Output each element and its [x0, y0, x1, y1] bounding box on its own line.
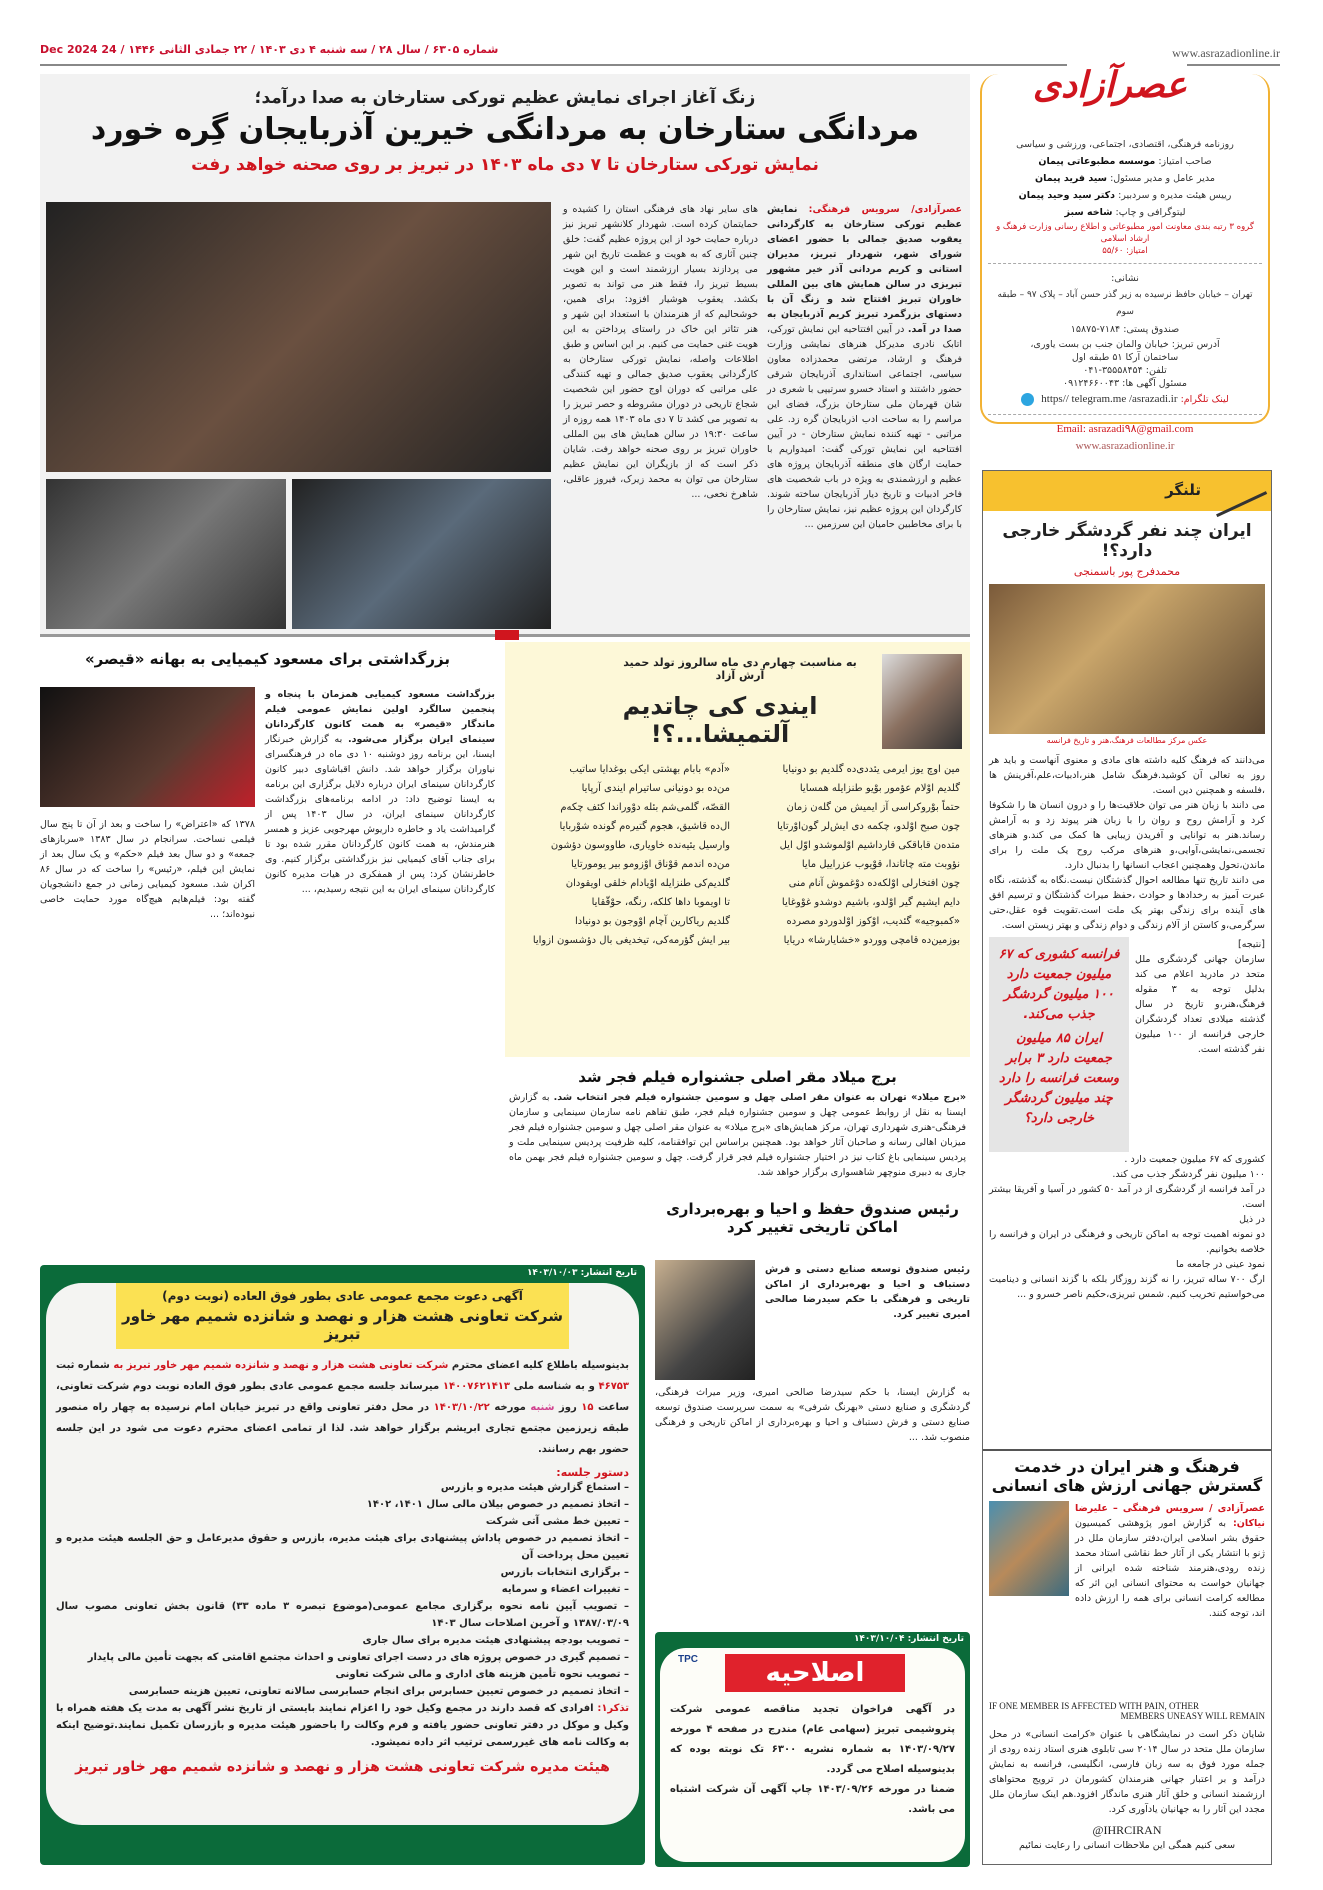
- kimiai-title: بزرگداشتی برای مسعود کیمیایی به بهانه «قیصر»: [84, 650, 450, 668]
- divider: [988, 263, 1262, 264]
- lead-subhead: نمایش تورکی ستارخان تا ۷ دی ماه ۱۴۰۳ در تبریز بر روی صحنه خواهد رفت: [191, 155, 819, 175]
- agenda-item: – استماع گزارش هیئت مدیره و بازرس: [440, 1482, 629, 1493]
- opinion-column: تلنگر ایران چند نفر گردشگر خارجی دارد؟! محمدفرج پور باسمنجی عکس مرکز مطالعات فرهنگ،هنر و تاریخ فرانسه می‌دانند که فرهنگ کلیه داشته های مادی و معنوی آنهاست و باید هر روز به تعالی آن کوشید.فرهنگ شامل هنر،ادبیات،علم،آفرینش ها ،فلسفه و همچنین دین است. می دانند با زبان هنر می توان خلاقیت‌ها را و درون انسان ها را شکوفا کرد و آرامش روح و روان را با زبان هنر پیوند زد و به آرامش رساند.هنر به توانایی و آفریدن زیبایی ها کمک می کند.و هنرهای تجسمی،نمایشی،آوایی،و هنرهای مرکب روح یک ملت را برای ماندن،تحول وهمچنین اعجاب انسانها را بدنبال دارد. می دانند تاریخ تنها مطالعه احوال گذشتگان نیست.نگاه به گذشته، نگاه عبرت آمیز به رخدادها و حوادث ،حفظ میراث گذشتگان و ترسیم افق های آینده برای زندگی بهتر یک ملت است.تقویت قوه عقل،حتی سرگرمی،و کاستن از آلام زندگی و دوام زندگی و بهتر زیستن است. [نتیجه] سازمان جهانی گردشگری ملل متحد در مادرید اعلام می کند بدلیل توجه به ۳ مقوله فرهنگ،هنر،و تاریخ در سال گذشته میلادی تعداد گردشگران خارجی فرانسه از ۱۰۰ میلیون نفر گذشته است. فرانسه کشوری که ۶۷ میلیون جمعیت دارد ۱۰۰ میلیون گردشگر جذب می‌کند. ایران ۸۵ میلیون جمعیت دارد ۳ برابر وسعت فرانسه را دارد چند میلیون گردشگر خارجی دارد؟ کشوری که ۶۷ میلیون جمعیت دارد . ۱۰۰ میلیون نفر گردشگر جذب می کند. در آمد فرانسه از گردشگری از در آمد ۵۰ کشور در آسیا و آفریقا بیشتر است. در ذیل دو نمونه اهمیت توجه به اماکن تاریخی و فرهنگی در ایران و فرانسه را خلاصه بخوانیم. نمود عینی در جامعه ما ارگ ۷۰۰ ساله تبریز، را نه گزند روزگار بلکه با گزند انسانی و دینامیت می‌خواستیم تخریب کنیم. شمس تبریزی،حکیم ناصر خسرو و ... فرهنگ و هنر ایران در خدمت گسترش جهانی ارزش های انسانی عصرآزادی / سرویس فرهنگی – علیرضا نیاکان: به گزارش امور پژوهشی کمیسیون حقوق بشر اسلامی ایران،دفتر سازمان ملل در ژنو با انتشار یکی از آثار خط نقاشی استاد محمد زنده رودی،هنرمند شناخته شده ایرانی از جهانیان خواست به محتوای انسانی این اثر که مطالعه کرامت انسانی برای همه را ارزش داده اند، توجه کنند. IF ONE MEMBER IS AFFECTED WITH PAIN, OTHER MEMBERS UNEASY WILL REMAIN شایان ذکر است در نمایشگاهی با عنوان «کرامت انسانی» در محل سازمان ملل متحد در سال ۲۰۱۴ سی تابلوی هنری استاد زنده رودی از جمله مورد فوق به سه زبان فارسی، انگلیسی، فرانسه به نمایش درآمد و بر اعتبار جهانی هنرمندان کشورمان در ترویج محتواهای ارزشمند انسانی و خلق آثار هنری ماندگار افزود.هم اینک سازمان ملل مجدد این آثار را به جهانیان یادآوری کرد. IHRCIRAN@ سعی کنیم همگی این ملاحظات انسانی را رعایت نمائیم: [982, 470, 1272, 1865]
- poem-line: گلدیم اوْلام عؤمور بوْیو طنزایله همسایا: [799, 783, 960, 794]
- site-url[interactable]: www.asrazadionline.ir: [1172, 46, 1280, 60]
- poem-line: القصّه، گلمی‌شم بئله دوْوراندا کئف چکه‌م: [560, 802, 730, 813]
- address-tabriz-2: ساختمان آرکا ۵۱ طبقه اول: [1071, 352, 1179, 363]
- agenda-item: – تغییرات اعضاء و سرمایه: [501, 1584, 629, 1595]
- column-section-header: تلنگر: [983, 471, 1271, 511]
- agenda-item: – تصمیم گیری در خصوص پروژه های در دست اجرای تعاونی و احداث مجتمع اقامتی که بجهت تأمین مالی پایدار: [87, 1652, 629, 1663]
- tpc-logo: TPC: [678, 1654, 698, 1665]
- manager-line: مدیر عامل و مدیر مسئول: سید فرید پیمان: [1035, 173, 1215, 184]
- license-line: صاحب امتیاز: موسسه مطبوعاتی پیمان: [1038, 156, 1212, 167]
- poem-line: متده‌ن قاباقکی قارداشیم اوْلموشدو اوّل ایل: [779, 840, 960, 851]
- address-label: نشانی:: [1111, 273, 1139, 284]
- email-row: Email: asrazadi۹۸@gmail.com: [1056, 423, 1194, 435]
- divider: [988, 414, 1262, 415]
- lead-kicker: زنگ آغاز اجرای نمایش عظیم تورکی ستارخان به صدا درآمد؛: [254, 88, 756, 108]
- agenda-item: – تصویب بودجه پیشنهادی هیئت مدیره برای سال جاری: [362, 1635, 629, 1646]
- ad-signature: هیئت مدیره شرکت تعاونی هشت هزار و نهصد و شانزده شمیم مهر خاور تبریز: [75, 1759, 610, 1775]
- agenda-title: دستور جلسه:: [556, 1466, 629, 1479]
- agenda-list: [46, 1479, 639, 1700]
- column-title: ایران چند نفر گردشگر خارجی دارد؟!: [1002, 521, 1252, 561]
- page-header: [40, 40, 1280, 66]
- print-line: لیتوگرافی و چاپ: شاخه سبز: [1064, 207, 1186, 218]
- agenda-item: – تعیین خط مشی آتی شرکت: [485, 1516, 629, 1527]
- english-quote: IF ONE MEMBER IS AFFECTED WITH PAIN, OTHER MEMBERS UNEASY WILL REMAIN: [989, 1701, 1265, 1721]
- poem-line: گلدیم ریاکارین آچام اوْوجون بو دونیادا: [575, 916, 730, 927]
- poem-line: چون افتخارلی اوْلکه‌ده دوْغموش آنام منی: [788, 878, 960, 889]
- masthead-box: [980, 64, 1270, 452]
- poem-line: دایم ایشیم گیر اوْلدو، باشیم دوشدو غوْوغایا: [781, 897, 960, 908]
- newspaper-logo: عصرآزادی: [1067, 64, 1187, 116]
- pull-quote: فرانسه کشوری که ۶۷ میلیون جمعیت دارد ۱۰۰ میلیون گردشگر جذب می‌کند. ایران ۸۵ میلیون جمعیت دارد ۳ برابر وسعت فرانسه را دارد چند میلیون گردشگر خارجی دارد؟: [989, 937, 1129, 1152]
- stage-photo-1: [46, 479, 286, 629]
- lead-story: زنگ آغاز اجرای نمایش عظیم تورکی ستارخان به صدا درآمد؛ مردانگی ستارخان به مردانگی خیرین آذربایجان گِره خورد نمایش تورکی ستارخان تا ۷ دی ماه ۱۴۰۳ در تبریز بر روی صحنه خواهد رفت عصرآزادی/ سرویس فرهنگی: نمایش عظیم تورکی ستارخان به کارگردانی یعقوب صدیق جمالی با حضور اعضای شورای شهر، شهردار تبریز، مدیران استانی و کریم مردانی آذر خیر مشهور تبریزی در سالن همایش های بین المللی خاوران تبریز افتتاح شد و زنگ آن با دستهای بزرگمرد تبریز کریم آذربایجان به صدا در آمد. در آیین افتتاحیه این نمایش تورکی، اتابک نادری مدیرکل هنرهای نمایشی وزارت فرهنگ و ارشاد، مرتضی محمدزاده معاون سیاسی، اجتماعی استانداری آذربایجان شرقی حضور داشتند و استاد خسرو سرتیپی با شعری در شان قهرمان ملی ستارخان بزرگ، فضای این مراسم را به ساحت ادب اذربایجان گره زد. علی مراتبی - تهیه کننده نمایش ستارخان - در آیین افتتاحیه این نمایش تورکی گفت: امیدواریم با حمایت ارگان های منطقه آذربایجان پروژه های عظیم و ارزشمندی به ویژه در باب شخصیت های فاخر ادبیات و تاریخ دیار آذربایجان ساخته شوند. کارگردان این پروژه عظیم نیز، نمایش ستارخان را با برای مخاطبین حامیان این سرزمین ... های سایر نهاد های فرهنگی استان را کشیده و حمایتمان کرده است. شهردار کلانشهر تبریز نیز درباره حمایت خود از این پروژه عظیم گفت: خلق چنین آثاری که به هویت و عظمت تاریخ این شهر می پردازند بسیار ارزشمند است و این هویت بسیط تبریز را، فقط هنر می تواند به تصویر بکشد. یعقوب هوشیار افزود: برای همین، خوشحالیم که از هنرمندان با استعداد این شهر و هنر تئاتر این خاک در راستای پرداختن به این هویت غنی حمایت می کنیم. بر این اساس و طبق اطلاعات واصله، نمایش تورکی ستارخان به کارگردانی یعقوب صدیق جمالی و تهیه کنندگی علی مراتبی که دوران اوج حضور این شخصیت شجاع تاریخی در دوران مشروطه و حصر تبریز را به تصویر می کشد تا ۷ دی ماه ۱۴۰۳ همه روزه از ساعت ۱۹:۳۰ در سالن همایش های بین المللی خاوران تبریز بر روی صحنه خواهد رفت. شایان ذکر است که از بازیگران این نمایش عظیم ستارخان می توان به محمد زیرک، فیروز عاقلی، شاهرخ نخعی، ...: [40, 74, 970, 634]
- poem-column-right: [745, 760, 960, 950]
- poem-title: ایندی کی چاتدیم آلتمیشا...؟!: [622, 692, 818, 748]
- rank-note: گروه ۳ رتبه بندی معاونت امور مطبوعاتی و اطلاع رسانی وزارت فرهنگ و ارشاد اسلامی: [996, 222, 1254, 244]
- handle: IHRCIRAN@: [1092, 1823, 1162, 1837]
- poem-line: من‌ده اندمم قوْناق اوْزومو بیر یومورتایا: [571, 859, 730, 870]
- general-assembly-ad: تاریخ انتشار: ۱۴۰۳/۱۰/۰۳ آگهی دعوت مجمع عمومی عادی بطور فوق العاده (نوبت دوم) شرکت تعاونی هشت هزار و نهصد و شانزده شمیم مهر خاور تبریز بدینوسیله باطلاع کلیه اعضای محترم شرکت تعاونی هشت هزار و نهصد و شانزده شمیم مهر خاور تبریز به شماره ثبت ۴۶۷۵۳ و به شناسه ملی ۱۴۰۰۷۶۲۱۴۱۳ میرساند جلسه مجمع عمومی عادی بطور فوق العاده نوبت دوم شرکت تعاونی، ساعت ۱۵ روز شنبه مورخه ۱۴۰۳/۱۰/۲۲ در محل دفتر تعاونی واقع در تبریز خیابان امام نرسیده به چهار راه منصور طبقه زیرزمین مجتمع تجاری ابریشم برگزار خواهد شد. لذا از تمامی اعضای محترم دعوت می شود در این جلسه حضور بهم رسانند. دستور جلسه: – استماع گزارش هیئت مدیره و بازرس – اتخاذ تصمیم در خصوص بیلان مالی سال ۱۴۰۱، ۱۴۰۲ – تعیین خط مشی آتی شرکت – اتخاذ تصمیم در خصوص پاداش پیشنهادی برای هیئت مدیره، بازرس و حقوق مدیرعامل و حق الجلسه هیئت مدیره و تعیین محل پرداخت آن – برگزاری انتخابات بازرس – تغییرات اعضاء و سرمایه – تصویب آیین نامه نحوه برگزاری مجامع عمومی(موضوع تبصره ۳ ماده ۳۳) قانون بخش تعاونی مصوب سال ۱۳۸۷/۰۳/۰۹ و آخرین اصلاحات سال ۱۴۰۳ – تصویب بودجه پیشنهادی هیئت مدیره برای سال جاری – تصمیم گیری در خصوص پروژه های در دست اجرای تعاونی و احداث مجتمع اقامتی که بجهت تأمین مالی پایدار – تصویب نحوه تأمین هزینه های اداری و مالی شرکت تعاونی – اتخاذ تصمیم در خصوص تعیین حسابرس برای انجام حسابرسی سالانه تعاونی، تعیین هزینه حسابرسی تذکر۱: افرادی که قصد دارند در مجمع وکیل خود را اعزام نمایند بایستی از تاریخ نشر آگهی به مدت یک هفته همراه با وکیل و موکل در دفتر تعاونی حضور یافته و فرم وکالت را باحضور هیئت مدیره و بازرسان تکمیل نمایند.توضیح اینکه به وکالت نامه های غیررسمی ترتیب اثر داده نمیشود. هیئت مدیره شرکت تعاونی هشت هزار و نهصد و شانزده شمیم مهر خاور تبریز: [40, 1265, 645, 1865]
- agenda-item: – تصویب نحوه تأمین هزینه های اداری و مالی شرکت تعاونی: [335, 1669, 629, 1680]
- tagline: روزنامه فرهنگی، اقتصادی، اجتماعی، ورزشی و سیاسی: [1016, 139, 1234, 150]
- score: امتیاز: ۵۵/۶۰: [1102, 246, 1148, 256]
- agenda-item: – اتخاذ تصمیم در خصوص پاداش پیشنهادی برای هیئت مدیره، بازرس و حقوق مدیرعامل و حق الجلسه هیئت مدیره و تعیین محل پرداخت آن: [56, 1533, 629, 1561]
- stage-photo-2: [292, 479, 551, 629]
- poem-line: چون صبح اوْلدو، چکمه دی ایش‌لر گون‌اوْرتایا: [776, 821, 960, 832]
- poem-line: من‌ده بو دونیانی ساتیرام ایندی آرپایا: [581, 783, 730, 794]
- agenda-item: – اتخاذ تصمیم در خصوص بیلان مالی سال ۱۴۰۱، ۱۴۰۲: [366, 1499, 629, 1510]
- fajr-article: برج میلاد مقر اصلی جشنواره فیلم فجر شد «برج میلاد» تهران به عنوان مقر اصلی چهل و سومین جشنواره فیلم فجر انتخاب شد. به گزارش ایسنا به نقل از روابط عمومی چهل و سومین جشنواره فیلم فجر، طبق تفاهم نامه سازمان سینمایی و سازمان فرهنگی-هنری شهرداری تهران، مرکز همایش‌های «برج میلاد» به عنوان مقر اصلی چهل و سومین جشنواره فیلم فجر میزبان اهالی رسانه و صاحبان آثار خواهد بود. همچنین براساس این توافقنامه، کلیه ظرفیت پردیس سینمایی ملت و پردیس سینمایی باغ کتاب نیز در اختیار جشنواره فیلم فجر قرار گرفت. چهل و سومین جشنواره فیلم فجر بهمن ماه جاری به دبیری منوچهر شاهسواری برگزار خواهد شد.: [505, 1062, 970, 1192]
- ad-published-date: تاریخ انتشار: ۱۴۰۳/۱۰/۰۳: [526, 1268, 637, 1278]
- poem-line: ال‌ده قاشیق، هجوم گتیره‌م گونده شوْربایا: [559, 821, 730, 832]
- second-article-title: فرهنگ و هنر ایران در خدمت گسترش جهانی ارزش های انسانی: [991, 1457, 1263, 1495]
- erratum-ad: تاریخ انتشار: ۱۴۰۳/۱۰/۰۴ اصلاحیه TPC در آگهی فراخوان تجدید مناقصه عمومی شرکت پتروشیمی تبریز (سهامی عام) مندرج در صفحه ۴ مورخه ۱۴۰۳/۰۹/۲۷ به شماره نشریه ۶۳۰۰ تک نوبته بوده که بدینوسیله اصلاح می گردد. ضمنا در مورخه ۱۴۰۳/۰۹/۲۶ چاپ آگهی آن شرکت اشتباه می باشد.: [655, 1632, 970, 1867]
- photo-caption: عکس مرکز مطالعات فرهنگ،هنر و تاریخ فرانسه: [1046, 736, 1208, 745]
- telegram-icon: [1021, 393, 1034, 406]
- calligraphy-painting: [989, 1501, 1069, 1596]
- poem-occasion: به مناسبت چهارم دی ماه سالروز تولد حمید آرش آزاد: [623, 656, 857, 682]
- chair-line: رییس هیئت مدیره و سردبیر: دکتر سید وحید پیمان: [1018, 190, 1232, 201]
- fund-title: رئیس صندوق حفظ و احیا و بهره‌برداری اماکن تاریخی تغییر کرد: [666, 1200, 959, 1236]
- poem-column-left: [515, 760, 730, 950]
- agenda-item: – اتخاذ تصمیم در خصوص تعیین حسابرس برای انجام حسابرسی سالانه تعاونی، تعیین هزینه حسابرسی: [128, 1686, 629, 1697]
- lead-headline: مردانگی ستارخان به مردانگی خیرین آذربایجان گِره خورد: [90, 112, 920, 147]
- poem-line: وارسیل یئیه‌نده خاویاری، طاووسون دؤشون: [550, 840, 730, 851]
- divider-marker-icon: [495, 630, 519, 640]
- erratum-published-date: تاریخ انتشار: ۱۴۰۳/۱۰/۰۴: [853, 1634, 964, 1644]
- column-body: می‌دانند که فرهنگ کلیه داشته های مادی و معنوی آنهاست و باید هر روز به تعالی آن کوشید.فرهنگ شامل هنر،ادبیات،علم،آفرینش ها ،فلسفه و همچنین دین است. می دانند با زبان هنر می توان خلاقیت‌ها را و درون انسان ها را شکوفا کرد و آرامش روح و روان را با زبان هنر پیوند زد و به آرامش رساند.هنر به توانایی و آفریدن زیبایی ها کمک می کند.و هنرهای تجسمی،نمایشی،آوایی،و هنرهای مرکب روح یک ملت را برای ماندن،تحول وهمچنین اعجاب انسانها را بدنبال دارد. می دانند تاریخ تنها مطالعه احوال گذشتگان نیست.نگاه به گذشته، نگاه عبرت آمیز به رخدادها و حوادث ،حفظ میراث گذشتگان و ترسیم افق های آینده برای زندگی بهتر یک ملت است.تقویت قوه عقل،حتی سرگرمی،و کاستن از آلام زندگی و دوام زندگی و بهتر زیستن است. [نتیجه] سازمان جهانی گردشگری ملل متحد در مادرید اعلام می کند بدلیل توجه به ۳ مقوله فرهنگ،هنر،و تاریخ در سال گذشته میلادی تعداد گردشگران خارجی فرانسه از ۱۰۰ میلیون نفر گذشته است. فرانسه کشوری که ۶۷ میلیون جمعیت دارد ۱۰۰ میلیون گردشگر جذب می‌کند. ایران ۸۵ میلیون جمعیت دارد ۳ برابر وسعت فرانسه را دارد چند میلیون گردشگر خارجی دارد؟ کشوری که ۶۷ میلیون جمعیت دارد . ۱۰۰ میلیون نفر گردشگر جذب می کند. در آمد فرانسه از گردشگری از در آمد ۵۰ کشور در آسیا و آفریقا بیشتر است. در ذیل دو نمونه اهمیت توجه به اماکن تاریخی و فرهنگی در ایران و فرانسه را خلاصه بخوانیم. نمود عینی در جامعه ما ارگ ۷۰۰ ساله تبریز، را نه گزند روزگار بلکه با گزند انسانی و دینامیت می‌خواستیم تخریب کنیم. شمس تبریزی،حکیم ناصر خسرو و ...: [989, 755, 1265, 1300]
- email-link[interactable]: asrazadi۹۸@gmail.com: [1088, 423, 1194, 435]
- column-author: محمدفرج پور باسمنجی: [1073, 565, 1181, 578]
- agenda-item: – تصویب آیین نامه نحوه برگزاری مجامع عمومی(موضوع تبصره ۳ ماده ۳۳) قانون بخش تعاونی مصوب سال ۱۳۸۷/۰۳/۰۹ و آخرین اصلاحات سال ۱۴۰۳: [56, 1601, 629, 1629]
- closing-line: سعی کنیم همگی این ملاحظات انسانی را رعایت نمائیم: [1018, 1840, 1236, 1851]
- award-photo: [46, 202, 551, 472]
- section-divider: [40, 634, 970, 637]
- pen-hand-icon: [1204, 465, 1267, 517]
- fund-head-photo: [655, 1260, 755, 1380]
- telegram-row[interactable]: لینک تلگرام: https// telegram.me /asrazadi.ir: [988, 391, 1262, 408]
- kimiai-photo: [40, 687, 255, 807]
- ads-phone: مسئول آگهی ها: ۰۹۱۲۴۶۶۰۰۴۳: [1062, 378, 1187, 389]
- agenda-item: – برگزاری انتخابات بازرس: [500, 1567, 629, 1578]
- poem-line: تا اویموبا داها کلکه، رنگه، حوْقّقایا: [591, 897, 730, 908]
- poet-photo: [882, 654, 962, 749]
- poem-line: حتماً بوْروکراسی آز ایمیش من گله‌ن زمان: [786, 802, 960, 813]
- poem-article: [505, 642, 970, 1057]
- fajr-title: برج میلاد مقر اصلی جشنواره فیلم فجر شد: [578, 1068, 897, 1086]
- issue-line: شماره ۶۳۰۵ / سال ۲۸ / سه شنبه ۴ دی ۱۴۰۳ / ۲۲ جمادی الثانی ۱۴۴۶ / 24 Dec 2024: [40, 43, 499, 56]
- ad-header: آگهی دعوت مجمع عمومی عادی بطور فوق العاده (نوبت دوم) شرکت تعاونی هشت هزار و نهصد و شانزده شمیم مهر خاور تبریز: [116, 1283, 569, 1349]
- website-link[interactable]: www.asrazadionline.ir: [1075, 440, 1175, 452]
- address-tabriz-1: آدرس تبریز: خیابان والمان جنب بن بست یاوری،: [1030, 339, 1220, 350]
- erratum-title: اصلاحیه: [725, 1654, 905, 1692]
- telegram-url[interactable]: https// telegram.me /asrazadi.ir: [1041, 393, 1178, 405]
- poem-line: «آدم» بابام بهشتی ایکی بوغدایا ساتیب: [569, 764, 730, 775]
- poem-line: بیر ایش گؤرمه‌کی، تیخدیغی بال دؤشسون ازوایا: [532, 935, 730, 946]
- poem-line: مین اوچ یوز ایرمی یئددی‌ده گلدیم بو دونیایا: [782, 764, 960, 775]
- poem-line: «کمبوجیه» گئدیب، اوْکوز اوْلدوردو مصرده: [786, 916, 960, 927]
- kimiai-article: بزرگداشتی برای مسعود کیمیایی به بهانه «قیصر» بزرگداشت مسعود کیمیایی همزمان با پنجاه و پنجمین سالگرد اولین نمایش عمومی فیلم ماندگار «قیصر» به همت کانون کارگردانان سینمای ایران برگزار می‌شود. به گزارش خبرنگار ایسنا، این برنامه روز دوشنبه ۱۰ دی ماه در فرهنگسرای نیاوران برگزار خواهد شد. دانش اقباشاوی دبیر کانون کارگردانان سینمای ایران درباره دلایل برگزاری این برنامه به ایسنا توضیح داد: در ادامه برنامه‌های بزرگداشت کارگردانان سینمای ایران، در سال ۱۴۰۳ پس از گرامیداشت یاد و خاطره داریوش مهرجویی عزیز و همسر هنرمندش، به همت کانون کارگردانان مقرر شده بود تا برای جناب آقای کیمیایی نیز بزرگداشتی برگزار کنیم. وی خاطرنشان کرد: پس از همفکری در هیات مدیره کانون کارگردانان سینمای ایران به این نتیجه رسیدیم، ... ۱۳۷۸ که «اعتراض» را ساخت و بعد از آن تا پنج سال فیلمی نساخت. سرانجام در سال ۱۳۸۳ «سربازهای جمعه» و دو سال بعد فیلم «حکم» و یک سال بعد از نمایش این فیلم، «رئیس» را ساخت که در سال ۸۶ اکران شد. مسعود کیمیایی زمانی در جمع دانشجویان گفته بود: فیلم‌هایم هیچ‌گاه مورد حمایت خاصی نبوده‌اند؛ ...: [40, 650, 495, 920]
- phone: تلفن: ۳۵۵۵۸۴۵۴-۰۴۱: [1083, 365, 1167, 376]
- address-tehran: تهران – خیابان حافظ نرسیده به زیر گذر حسن آباد – پلاک ۹۷ – طبقه سوم: [997, 290, 1253, 317]
- poem-line: گلدیم‌کی طنزایله اوْیادام خلقی اویقودان: [565, 878, 730, 889]
- poem-line: بوزمین‌ده قامچی ووردو «خشایارشا» دریایا: [783, 935, 960, 946]
- poem-line: نؤوبت مته چاتاندا، قوْیوب عزراییل مایا: [801, 859, 960, 870]
- fund-article: رئیس صندوق حفظ و احیا و بهره‌برداری اماکن تاریخی تغییر کرد رئیس صندوق توسعه صنایع دستی و فرش دستباف و احیا و بهره‌برداری از اماکن تاریخی و فرهنگی با حکم سیدرضا صالحی امیری تغییر کرد. به گزارش ایسنا، با حکم سیدرضا صالحی امیری، وزیر میراث فرهنگی، گردشگری و صنایع دستی «بهرنگ شرفی» به سمت سرپرست صندوق توسعه صنایع دستی و فرش دستباف و احیا و بهره‌برداری از اماکن تاریخی و فرهنگی منصوب شد. ...: [655, 1200, 970, 1443]
- library-photo: [989, 584, 1265, 734]
- po-box: صندوق پستی: ۷۱۸۴-۱۵۸۷۵: [1070, 324, 1180, 335]
